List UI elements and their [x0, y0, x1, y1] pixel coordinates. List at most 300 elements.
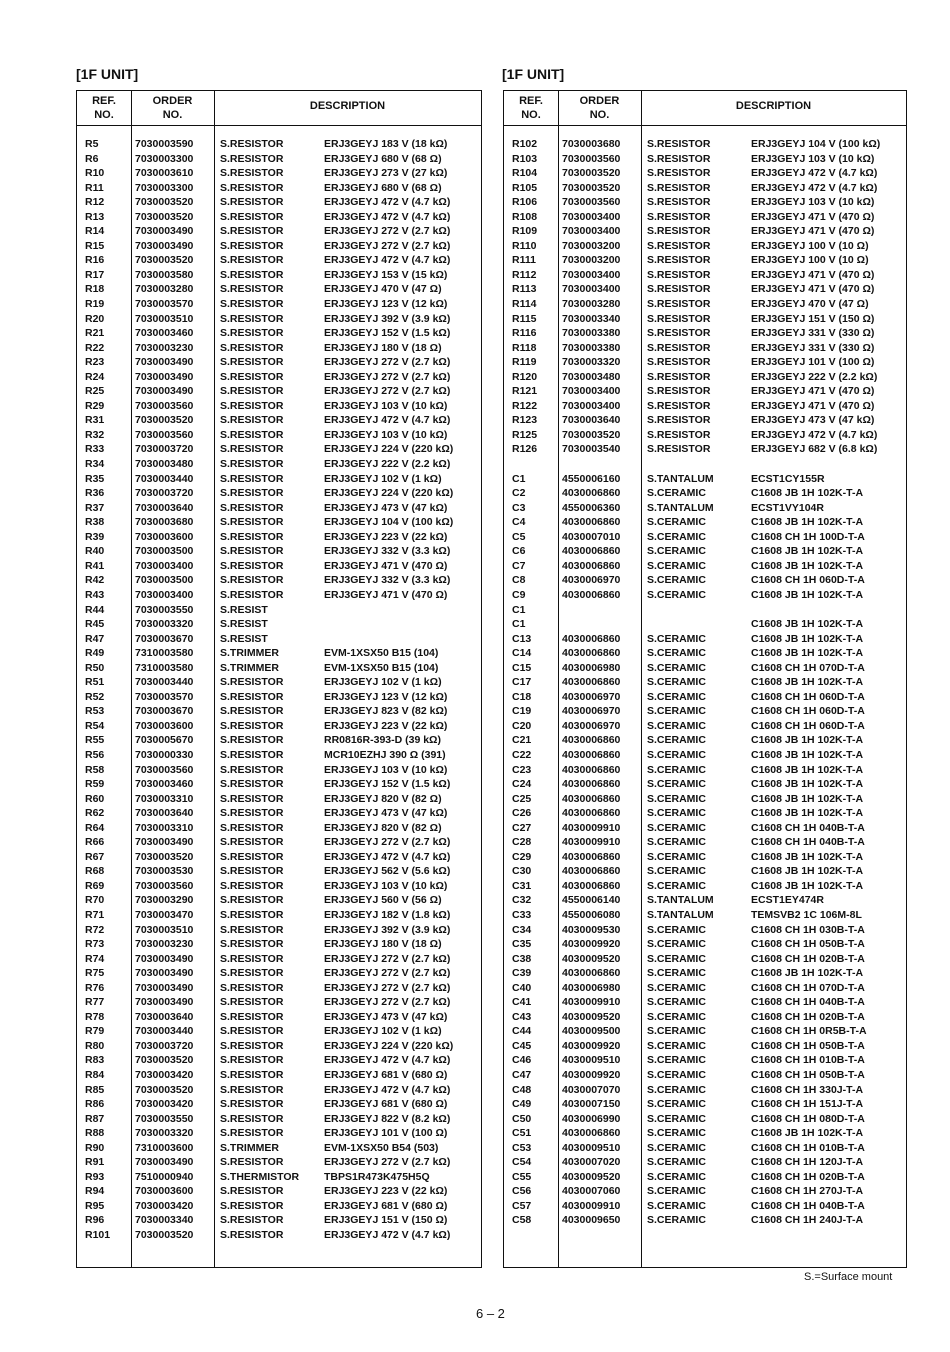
- order-no-cell: 4030006970: [562, 705, 621, 718]
- part-number-cell: ERJ3GEYJ 471 V (470 Ω): [751, 283, 875, 296]
- ref-no-cell: R38: [85, 516, 105, 529]
- part-type-cell: S.RESISTOR: [647, 138, 711, 150]
- table-row: [77, 370, 481, 385]
- part-number-cell: ERJ3GEYJ 331 V (330 Ω): [751, 341, 875, 354]
- part-type-cell: S.CERAMIC: [647, 763, 706, 776]
- table-row: [504, 355, 906, 370]
- order-no-cell: 4030006980: [562, 661, 621, 674]
- part-number-cell: ERJ3GEYJ 470 V (47 Ω): [324, 283, 442, 296]
- ref-no-cell: R22: [85, 341, 105, 354]
- part-number-cell: ERJ3GEYJ 332 V (3.3 kΩ): [324, 574, 451, 587]
- part-type-cell: S.RESISTOR: [220, 501, 284, 514]
- part-type-cell: S.CERAMIC: [647, 545, 706, 558]
- order-no-cell: 4030006860: [562, 967, 621, 980]
- ref-no-cell: R86: [85, 1098, 105, 1111]
- header-order-line2: NO.: [589, 109, 610, 121]
- part-number-cell: ERJ3GEYJ 272 V (2.7 kΩ): [324, 356, 451, 369]
- footnote: S.=Surface mount: [804, 1271, 893, 1283]
- order-no-cell: 7030003420: [135, 1199, 194, 1212]
- part-number-cell: ERJ3GEYJ 100 V (10 Ω): [751, 239, 869, 252]
- ref-no-cell: R54: [85, 719, 105, 732]
- part-type-cell: S.CERAMIC: [647, 705, 706, 718]
- part-type-cell: S.CERAMIC: [647, 1112, 706, 1125]
- part-number-cell: ERJ3GEYJ 680 V (68 Ω): [324, 152, 442, 165]
- part-number-cell: C1608 CH 1H 240J-T-A: [751, 1214, 864, 1227]
- part-type-cell: S.RESISTOR: [220, 778, 284, 791]
- part-number-cell: C1608 CH 1H 050B-T-A: [751, 938, 865, 951]
- table-row: [77, 297, 481, 312]
- part-type-cell: S.CERAMIC: [647, 996, 706, 1009]
- header-description: DESCRIPTION: [735, 100, 812, 112]
- table-row: [77, 835, 481, 850]
- order-no-cell: 7030003520: [562, 167, 621, 180]
- part-number-cell: ERJ3GEYJ 471 V (470 Ω): [324, 588, 448, 601]
- part-type-cell: S.RESISTOR: [220, 865, 284, 878]
- ref-no-cell: C54: [512, 1156, 532, 1169]
- part-type-cell: S.CERAMIC: [647, 836, 706, 849]
- table-row: [504, 370, 906, 385]
- part-type-cell: S.RESISTOR: [220, 283, 284, 296]
- order-no-cell: 7030005670: [135, 734, 194, 747]
- ref-no-cell: C30: [512, 865, 532, 878]
- ref-no-cell: R94: [85, 1185, 105, 1198]
- order-no-cell: 7030003490: [135, 981, 194, 994]
- table-row: [77, 661, 481, 676]
- part-type-cell: S.CERAMIC: [647, 807, 706, 820]
- order-no-cell: 4030006970: [562, 574, 621, 587]
- order-no-cell: 7030003670: [135, 632, 194, 645]
- table-row: [77, 326, 481, 341]
- ref-no-cell: C51: [512, 1127, 532, 1140]
- part-type-cell: S.RESISTOR: [647, 210, 711, 223]
- header-ref-line2: NO.: [521, 109, 541, 121]
- table-body: [504, 137, 906, 1228]
- part-number-cell: C1608 JB 1H 102K-T-A: [751, 632, 864, 645]
- order-no-cell: 7030003640: [135, 1010, 194, 1023]
- ref-no-cell: R52: [85, 690, 105, 703]
- table-row: [77, 704, 481, 719]
- part-number-cell: ERJ3GEYJ 392 V (3.9 kΩ): [324, 923, 451, 936]
- part-number-cell: ERJ3GEYJ 473 V (47 kΩ): [324, 501, 448, 514]
- table-row: [504, 1184, 906, 1199]
- part-number-cell: ERJ3GEYJ 823 V (82 kΩ): [324, 705, 448, 718]
- part-type-cell: S.RESISTOR: [220, 719, 284, 732]
- order-no-cell: 7030003570: [135, 690, 194, 703]
- order-no-cell: 7030003600: [135, 1185, 194, 1198]
- part-number-cell: ERJ3GEYJ 392 V (3.9 kΩ): [324, 312, 451, 325]
- table-row: [77, 239, 481, 254]
- ref-no-cell: C1: [512, 472, 526, 485]
- ref-no-cell: R113: [512, 283, 537, 296]
- order-no-cell: 4030007020: [562, 1156, 621, 1169]
- ref-no-cell: R11: [85, 181, 104, 194]
- order-no-cell: 4030006860: [562, 778, 621, 791]
- unit-title-left: [1F UNIT]: [76, 66, 139, 82]
- order-no-cell: 7030003490: [135, 225, 194, 238]
- part-number-cell: ECST1EY474R: [751, 894, 824, 907]
- part-number-cell: EVM-1XSX50 B15 (104): [324, 647, 439, 660]
- order-no-cell: 4030006860: [562, 879, 621, 892]
- order-no-cell: 4030009650: [562, 1214, 621, 1227]
- table-row: [77, 137, 481, 152]
- part-number-cell: ERJ3GEYJ 681 V (680 Ω): [324, 1199, 448, 1212]
- part-number-cell: ERJ3GEYJ 104 V (100 kΩ): [751, 138, 881, 150]
- ref-no-cell: R18: [85, 283, 105, 296]
- part-number-cell: ERJ3GEYJ 123 V (12 kΩ): [324, 298, 448, 311]
- part-number-cell: ERJ3GEYJ 472 V (4.7 kΩ): [324, 850, 451, 863]
- ref-no-cell: C58: [512, 1214, 532, 1227]
- order-no-cell: 7030003310: [135, 821, 194, 834]
- table-row: [77, 413, 481, 428]
- order-no-cell: 7030003500: [135, 574, 194, 587]
- table-row: [77, 428, 481, 443]
- part-type-cell: S.RESISTOR: [220, 996, 284, 1009]
- ref-no-cell: R85: [85, 1083, 105, 1096]
- ref-no-cell: R74: [85, 952, 105, 965]
- part-type-cell: S.THERMISTOR: [220, 1170, 300, 1183]
- table-row: [77, 544, 481, 559]
- table-row: [77, 384, 481, 399]
- order-no-cell: 4030009520: [562, 952, 621, 965]
- ref-no-cell: C55: [512, 1170, 532, 1183]
- table-row: [77, 617, 481, 632]
- table-row: [504, 253, 906, 268]
- table-row: [504, 1141, 906, 1156]
- part-type-cell: S.RESISTOR: [647, 385, 711, 398]
- table-row: [504, 152, 906, 167]
- part-number-cell: ERJ3GEYJ 472 V (4.7 kΩ): [324, 1229, 451, 1242]
- ref-no-cell: R109: [512, 225, 538, 238]
- table-row: [504, 1039, 906, 1054]
- ref-no-cell: R104: [512, 167, 538, 180]
- order-no-cell: 7030003560: [135, 763, 194, 776]
- table-row: [77, 719, 481, 734]
- order-no-cell: 4030009920: [562, 1039, 621, 1052]
- part-type-cell: S.RESISTOR: [220, 1185, 284, 1198]
- part-number-cell: ERJ3GEYJ 180 V (18 Ω): [324, 341, 442, 354]
- part-number-cell: C1608 JB 1H 102K-T-A: [751, 545, 864, 558]
- table-row: [77, 312, 481, 327]
- table-row: [504, 675, 906, 690]
- ref-no-cell: R87: [85, 1112, 105, 1125]
- order-no-cell: 7030003720: [135, 1039, 194, 1052]
- ref-no-cell: C26: [512, 807, 532, 820]
- order-no-cell: 7030003520: [135, 414, 194, 427]
- part-type-cell: S.RESISTOR: [220, 530, 284, 543]
- ref-no-cell: R23: [85, 356, 105, 369]
- table-row: [504, 268, 906, 283]
- part-type-cell: S.RESISTOR: [647, 443, 711, 456]
- table-row: [504, 341, 906, 356]
- ref-no-cell: R116: [512, 327, 537, 340]
- order-no-cell: 4030009520: [562, 1010, 621, 1023]
- ref-no-cell: R79: [85, 1025, 105, 1038]
- header-ref-line1: REF.: [519, 95, 543, 107]
- part-number-cell: C1608 JB 1H 102K-T-A: [751, 734, 864, 747]
- ref-no-cell: C46: [512, 1054, 532, 1067]
- part-number-cell: TBPS1R473K475H5Q: [324, 1170, 430, 1183]
- part-number-cell: ERJ3GEYJ 472 V (4.7 kΩ): [324, 196, 451, 209]
- part-number-cell: C1608 JB 1H 102K-T-A: [751, 516, 864, 529]
- part-number-cell: ERJ3GEYJ 562 V (5.6 kΩ): [324, 865, 451, 878]
- table-row: [77, 879, 481, 894]
- order-no-cell: 4030007060: [562, 1185, 621, 1198]
- order-no-cell: 4030006970: [562, 690, 621, 703]
- table-row: [504, 690, 906, 705]
- table-row: [504, 923, 906, 938]
- part-type-cell: S.RESISTOR: [220, 676, 284, 689]
- part-number-cell: ERJ3GEYJ 822 V (8.2 kΩ): [324, 1112, 451, 1125]
- table-row: [77, 1184, 481, 1199]
- part-number-cell: ERJ3GEYJ 272 V (2.7 kΩ): [324, 225, 451, 238]
- order-no-cell: 4030006860: [562, 632, 621, 645]
- ref-no-cell: R93: [85, 1170, 105, 1183]
- table-row: [77, 777, 481, 792]
- table-row: [504, 413, 906, 428]
- part-number-cell: ERJ3GEYJ 472 V (4.7 kΩ): [751, 167, 878, 180]
- table-row: [504, 312, 906, 327]
- part-number-cell: ERJ3GEYJ 102 V (1 kΩ): [324, 1025, 442, 1038]
- part-type-cell: S.RESISTOR: [647, 298, 711, 311]
- order-no-cell: 7030003230: [135, 938, 194, 951]
- table-row: [77, 1053, 481, 1068]
- part-type-cell: S.CERAMIC: [647, 792, 706, 805]
- table-row: [77, 1068, 481, 1083]
- ref-no-cell: C14: [512, 647, 532, 660]
- table-row: [77, 210, 481, 225]
- order-no-cell: 7030003440: [135, 676, 194, 689]
- part-number-cell: ERJ3GEYJ 473 V (47 kΩ): [324, 1010, 448, 1023]
- table-row: [77, 181, 481, 196]
- table-row: [77, 806, 481, 821]
- order-no-cell: 7030003400: [135, 588, 194, 601]
- part-number-cell: ERJ3GEYJ 103 V (10 kΩ): [324, 763, 448, 776]
- order-no-cell: 7030003480: [135, 458, 194, 471]
- table-row: [77, 224, 481, 239]
- ref-no-cell: R44: [85, 603, 105, 616]
- ref-no-cell: R19: [85, 298, 105, 311]
- part-type-cell: S.CERAMIC: [647, 719, 706, 732]
- part-number-cell: ERJ3GEYJ 272 V (2.7 kΩ): [324, 239, 451, 252]
- part-number-cell: ERJ3GEYJ 222 V (2.2 kΩ): [324, 458, 451, 471]
- ref-no-cell: R53: [85, 705, 105, 718]
- table-row: [504, 792, 906, 807]
- part-type-cell: S.CERAMIC: [647, 734, 706, 747]
- header-order-line2: NO.: [162, 109, 183, 121]
- table-row: [504, 646, 906, 661]
- ref-no-cell: C21: [512, 734, 532, 747]
- table-row: [504, 1068, 906, 1083]
- order-no-cell: 7030003570: [135, 298, 194, 311]
- order-no-cell: 7030003520: [135, 210, 194, 223]
- part-type-cell: S.RESISTOR: [220, 952, 284, 965]
- order-no-cell: 4030006860: [562, 850, 621, 863]
- table-row: [504, 442, 906, 457]
- order-no-cell: 7030003420: [135, 1069, 194, 1081]
- order-no-cell: 7030003720: [135, 443, 194, 456]
- order-no-cell: 4550006360: [562, 501, 621, 514]
- ref-no-cell: C39: [512, 967, 532, 980]
- part-number-cell: ERJ3GEYJ 272 V (2.7 kΩ): [324, 385, 451, 398]
- part-type-cell: S.RESISTOR: [220, 414, 284, 427]
- part-type-cell: S.RESISTOR: [647, 428, 711, 441]
- table-row: [504, 544, 906, 559]
- table-row: [504, 1053, 906, 1068]
- part-number-cell: ERJ3GEYJ 681 V (680 Ω): [324, 1069, 448, 1081]
- part-type-cell: S.CERAMIC: [647, 778, 706, 791]
- ref-no-cell: R16: [85, 254, 105, 267]
- ref-no-cell: C41: [512, 996, 532, 1009]
- header-order-no: [131, 94, 214, 122]
- part-number-cell: ERJ3GEYJ 223 V (22 kΩ): [324, 530, 448, 543]
- order-no-cell: 7030003400: [562, 268, 621, 281]
- part-type-cell: S.CERAMIC: [647, 1098, 706, 1111]
- table-row: [77, 530, 481, 545]
- order-no-cell: 4030007010: [562, 530, 621, 543]
- table-row: [504, 166, 906, 181]
- order-no-cell: 7030003720: [135, 487, 194, 500]
- header-order-line1: ORDER: [152, 95, 193, 107]
- part-number-cell: C1608 CH 1H 060D-T-A: [751, 719, 865, 732]
- part-number-cell: ERJ3GEYJ 272 V (2.7 kΩ): [324, 370, 451, 383]
- part-type-cell: S.RESISTOR: [220, 879, 284, 892]
- part-type-cell: S.RESISTOR: [220, 428, 284, 441]
- ref-no-cell: R45: [85, 618, 105, 631]
- part-number-cell: EVM-1XSX50 B15 (104): [324, 661, 439, 674]
- part-number-cell: ERJ3GEYJ 560 V (56 Ω): [324, 894, 442, 907]
- part-type-cell: S.RESISTOR: [220, 545, 284, 558]
- part-number-cell: C1608 CH 1H 040B-T-A: [751, 1199, 865, 1212]
- part-number-cell: C1608 JB 1H 102K-T-A: [751, 792, 864, 805]
- table-row: [504, 588, 906, 603]
- ref-no-cell: C29: [512, 850, 532, 863]
- order-no-cell: 7030003510: [135, 923, 194, 936]
- part-type-cell: S.RESISTOR: [647, 327, 711, 340]
- order-no-cell: 7030003680: [135, 516, 194, 529]
- part-type-cell: S.RESISTOR: [220, 1083, 284, 1096]
- part-type-cell: S.RESISTOR: [220, 574, 284, 587]
- ref-no-cell: C5: [512, 530, 526, 543]
- table-row: [77, 748, 481, 763]
- part-type-cell: S.TANTALUM: [647, 472, 714, 485]
- table-row: [77, 850, 481, 865]
- ref-no-cell: R90: [85, 1141, 105, 1154]
- ref-no-cell: R47: [85, 632, 105, 645]
- part-type-cell: S.RESISTOR: [220, 705, 284, 718]
- part-number-cell: ERJ3GEYJ 103 V (10 kΩ): [751, 196, 875, 209]
- order-no-cell: 7030003520: [135, 1229, 194, 1242]
- table-row: [504, 879, 906, 894]
- part-number-cell: ECST1VY104R: [751, 501, 824, 514]
- part-number-cell: ERJ3GEYJ 103 V (10 kΩ): [324, 879, 448, 892]
- part-number-cell: ERJ3GEYJ 222 V (2.2 kΩ): [751, 370, 878, 383]
- part-number-cell: C1608 CH 1H 0R5B-T-A: [751, 1025, 867, 1038]
- ref-no-cell: C6: [512, 545, 526, 558]
- table-row: [504, 428, 906, 443]
- table-row: [77, 1141, 481, 1156]
- table-row: [504, 704, 906, 719]
- order-no-cell: 4030006990: [562, 1112, 621, 1125]
- part-number-cell: C1608 JB 1H 102K-T-A: [751, 865, 864, 878]
- ref-no-cell: R31: [85, 414, 105, 427]
- part-number-cell: ERJ3GEYJ 471 V (470 Ω): [324, 559, 448, 572]
- order-no-cell: 7030003440: [135, 472, 194, 485]
- table-row: [504, 777, 906, 792]
- ref-no-cell: R115: [512, 312, 537, 325]
- order-no-cell: 7030003490: [135, 239, 194, 252]
- order-no-cell: 7030003530: [135, 865, 194, 878]
- table-row: [504, 763, 906, 778]
- part-number-cell: ERJ3GEYJ 101 V (100 Ω): [751, 356, 875, 369]
- order-no-cell: 4030009510: [562, 1054, 621, 1067]
- table-row: [504, 617, 906, 632]
- ref-no-cell: C2: [512, 487, 526, 500]
- part-type-cell: S.CERAMIC: [647, 530, 706, 543]
- table-row: [504, 297, 906, 312]
- part-type-cell: S.RESISTOR: [220, 341, 284, 354]
- part-number-cell: ERJ3GEYJ 102 V (1 kΩ): [324, 472, 442, 485]
- order-no-cell: 7030003400: [135, 559, 194, 572]
- part-type-cell: S.CERAMIC: [647, 952, 706, 965]
- order-no-cell: 7030003460: [135, 327, 194, 340]
- order-no-cell: 4030009520: [562, 1170, 621, 1183]
- part-type-cell: S.RESIST: [220, 618, 268, 631]
- part-number-cell: C1608 JB 1H 102K-T-A: [751, 850, 864, 863]
- ref-no-cell: R39: [85, 530, 105, 543]
- part-number-cell: C1608 JB 1H 102K-T-A: [751, 676, 864, 689]
- ref-no-cell: R121: [512, 385, 538, 398]
- ref-no-cell: R119: [512, 356, 537, 369]
- part-number-cell: MCR10EZHJ 390 Ω (391): [324, 748, 446, 761]
- ref-no-cell: R58: [85, 763, 105, 776]
- part-number-cell: ERJ3GEYJ 331 V (330 Ω): [751, 327, 875, 340]
- header-order-no: [558, 94, 641, 122]
- header-ref-line2: NO.: [94, 109, 114, 121]
- part-type-cell: S.CERAMIC: [647, 1010, 706, 1023]
- part-number-cell: C1608 CH 1H 010B-T-A: [751, 1141, 865, 1154]
- part-number-cell: ERJ3GEYJ 123 V (12 kΩ): [324, 690, 448, 703]
- part-number-cell: ERJ3GEYJ 180 V (18 Ω): [324, 938, 442, 951]
- part-number-cell: C1608 JB 1H 102K-T-A: [751, 647, 864, 660]
- ref-no-cell: C3: [512, 501, 526, 514]
- part-type-cell: S.RESISTOR: [220, 908, 284, 921]
- part-number-cell: ERJ3GEYJ 223 V (22 kΩ): [324, 1185, 448, 1198]
- ref-no-cell: R5: [85, 138, 99, 150]
- part-type-cell: S.RESISTOR: [220, 210, 284, 223]
- ref-no-cell: R95: [85, 1199, 105, 1212]
- ref-no-cell: R60: [85, 792, 105, 805]
- order-no-cell: 4030006860: [562, 748, 621, 761]
- order-no-cell: 7030003320: [562, 356, 621, 369]
- order-no-cell: 4030006860: [562, 865, 621, 878]
- part-type-cell: S.RESISTOR: [220, 487, 284, 500]
- part-number-cell: C1608 JB 1H 102K-T-A: [751, 879, 864, 892]
- part-type-cell: S.TRIMMER: [220, 647, 279, 660]
- table-row: [504, 966, 906, 981]
- part-number-cell: C1608 JB 1H 102K-T-A: [751, 1127, 864, 1140]
- ref-no-cell: C53: [512, 1141, 532, 1154]
- part-type-cell: S.RESISTOR: [647, 414, 711, 427]
- table-row: [504, 457, 906, 472]
- part-number-cell: ERJ3GEYJ 101 V (100 Ω): [324, 1127, 448, 1140]
- table-header: [504, 91, 906, 126]
- table-row: [504, 1112, 906, 1127]
- part-type-cell: S.RESIST: [220, 632, 268, 645]
- part-type-cell: S.RESISTOR: [220, 1098, 284, 1111]
- table-row: [504, 1170, 906, 1185]
- ref-no-cell: R110: [512, 239, 537, 252]
- part-type-cell: S.RESISTOR: [220, 152, 284, 165]
